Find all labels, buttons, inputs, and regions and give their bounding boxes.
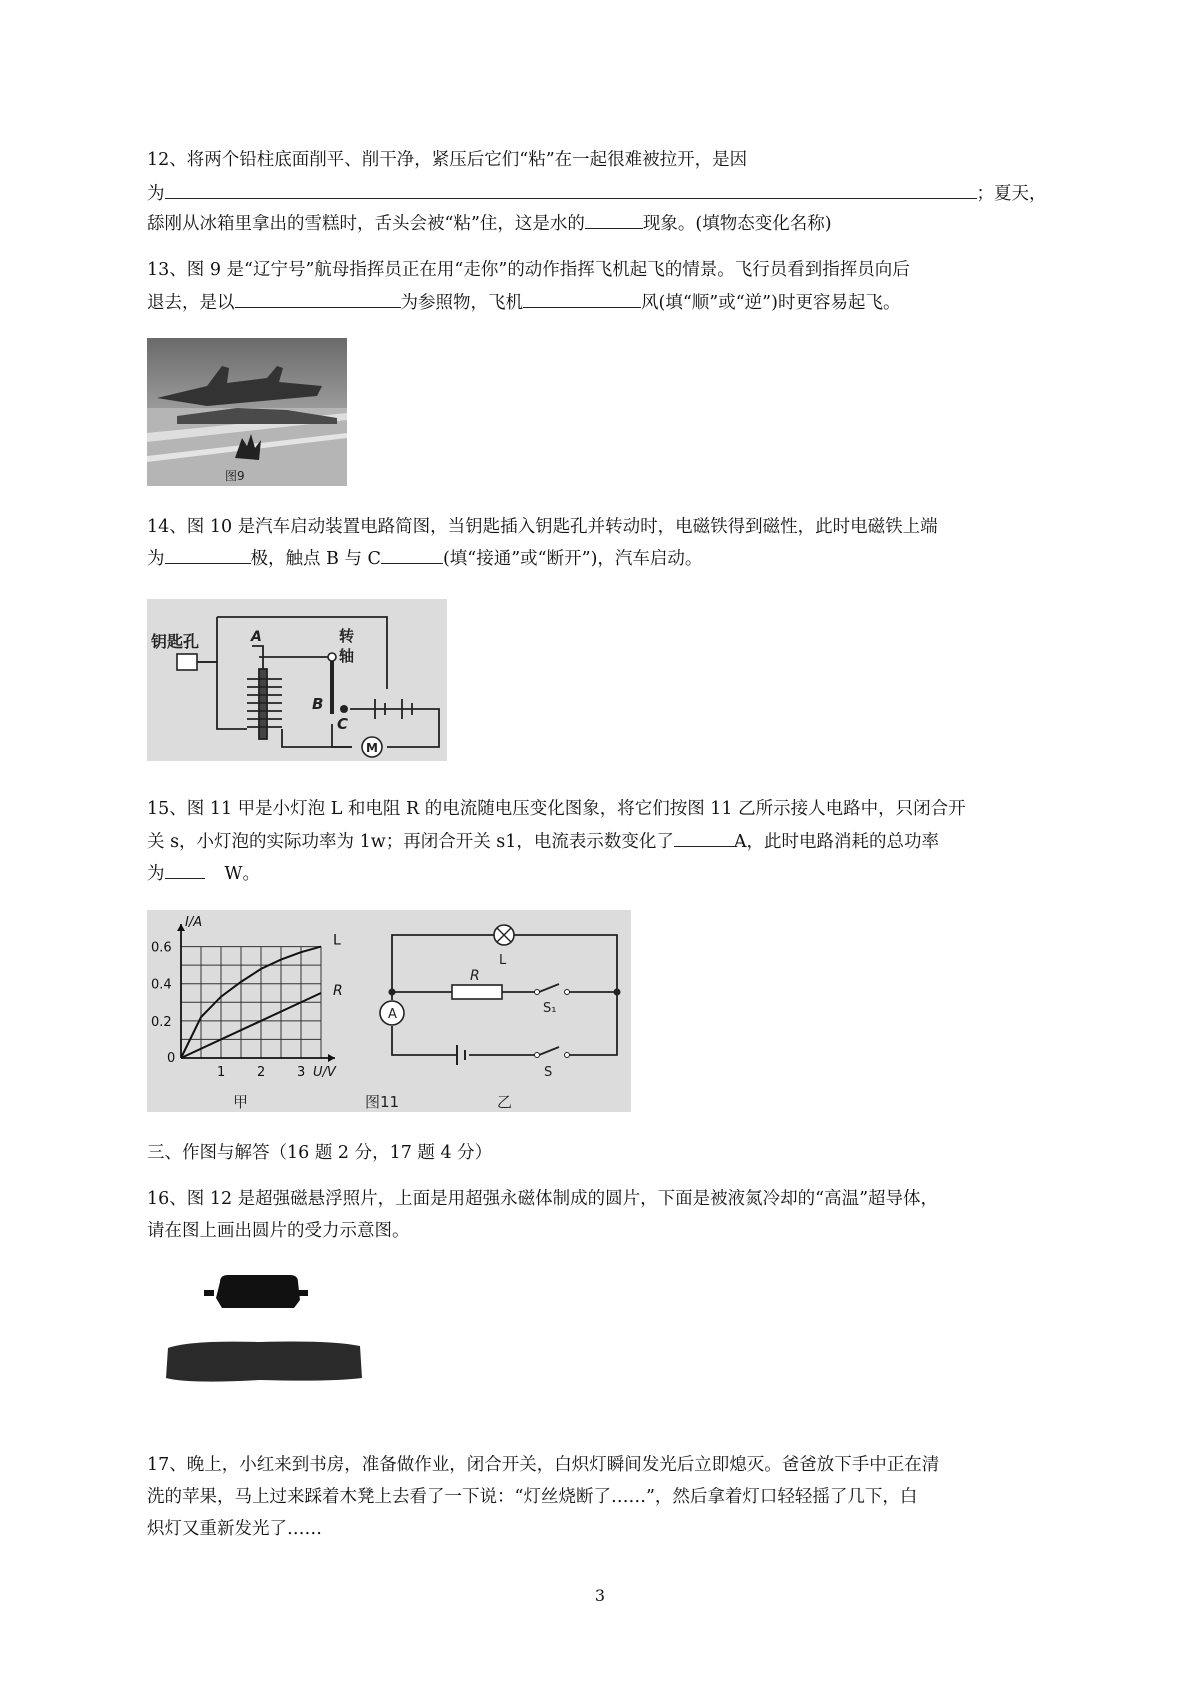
q17-line3: 炽灯又重新发光了……	[147, 1519, 322, 1539]
q12-blank-2[interactable]	[585, 210, 643, 229]
q15-line2-a: 关 s，小灯泡的实际功率为 1w；再闭合开关 s1，电流表示数变化了	[147, 832, 674, 852]
y-tick-label: 0.2	[151, 1014, 172, 1030]
fig11-switch-s1-label: S₁	[543, 1001, 557, 1016]
q15-line3-b: W。	[224, 864, 260, 884]
q13-line2	[147, 289, 900, 316]
fig10-axis-label-1: 转	[339, 627, 355, 645]
q15-line3-a: 为	[147, 864, 165, 884]
fig11-ammeter-label: A	[388, 1007, 397, 1022]
fig11-resistor-label: R	[470, 968, 480, 984]
fig11-switch-s-label: S	[544, 1065, 553, 1080]
x-tick-label: 2	[257, 1065, 266, 1080]
x-axis-arrow	[328, 1054, 335, 1062]
q14-line2-a: 为	[147, 549, 165, 569]
fig11-caption: 图11	[365, 1093, 400, 1111]
q16-line2: 请在图上画出圆片的受力示意图。	[147, 1221, 410, 1241]
section-3-title: 三、作图与解答（16 题 2 分，17 题 4 分）	[147, 1143, 493, 1163]
figure-9-label: 图9	[225, 469, 245, 483]
fig12-magnet-disc	[216, 1275, 300, 1308]
series-L-label: L	[333, 932, 341, 949]
q12-line2-end: ；夏天，	[976, 184, 1047, 204]
q16-line1: 16、图 12 是超强磁悬浮照片，上面是用超强永磁体制成的圆片，下面是被液氮冷却的“高温”超导体，	[147, 1189, 939, 1209]
x-tick-label: 0	[167, 1051, 176, 1066]
fig10-keyhole-label: 钥匙孔	[151, 632, 200, 651]
y-axis-arrow	[177, 924, 185, 931]
q15-blank-2[interactable]	[165, 860, 205, 879]
y-tick-label: 0.6	[151, 940, 172, 956]
q13-blank-2[interactable]	[523, 289, 641, 308]
fig11-jia-label: 甲	[233, 1093, 249, 1111]
fig11-lamp-label: L	[499, 953, 507, 968]
q12-line1: 12、将两个铅柱底面削平、削干净，紧压后它们“粘”在一起很难被拉开，是因	[147, 150, 748, 170]
q13-line2-a: 退去，是以	[147, 293, 235, 313]
q14-blank-2[interactable]	[381, 545, 443, 564]
q15-line2	[147, 828, 939, 855]
figure-10-circuit	[147, 599, 447, 761]
q14-line2	[147, 545, 702, 572]
figure-11	[147, 910, 631, 1112]
q12-line3-a: 舔刚从冰箱里拿出的雪糕时，舌头会被“粘”住，这是水的	[147, 214, 585, 234]
x-tick-label: 1	[217, 1065, 226, 1080]
x-axis-label: U/V	[313, 1065, 336, 1080]
page-number: 3	[594, 1586, 606, 1605]
y-tick-label: 0.4	[151, 977, 172, 993]
figure-9-photo	[147, 338, 347, 486]
y-axis-label: I/A	[185, 915, 203, 930]
x-tick-label: 3	[297, 1065, 306, 1080]
figure-12-photo[interactable]	[160, 1270, 370, 1410]
q13-blank-1[interactable]	[235, 289, 401, 308]
fig10-label-b: B	[312, 695, 324, 713]
q13-line2-c: 风(填“顺”或“逆”)时更容易起飞。	[641, 293, 901, 313]
fig10-label-a: A	[251, 629, 262, 645]
fig12-superconductor	[166, 1342, 362, 1382]
fig11-graph	[151, 915, 343, 1080]
q14-line2-c: (填“接通”或“断开”)，汽车启动。	[442, 549, 703, 569]
q12-line3-b: 现象。(填物态变化名称)	[642, 214, 832, 234]
q13-line2-b: 为参照物，飞机	[400, 293, 523, 313]
q14-line2-b: 极，触点 B 与 C	[250, 549, 381, 569]
q15-blank-1[interactable]	[674, 828, 734, 847]
q12-line2	[147, 180, 1047, 207]
q14-line1: 14、图 10 是汽车启动装置电路简图，当钥匙插入钥匙孔并转动时，电磁铁得到磁性，此时电磁铁上端	[147, 517, 938, 537]
q15-line2-b: A，此时电路消耗的总功率	[733, 832, 940, 852]
q12-blank-1[interactable]	[165, 180, 977, 199]
q17-line1: 17、晚上，小红来到书房，准备做作业，闭合开关，白炽灯瞬间发光后立即熄灭。爸爸放下手中正在清	[147, 1455, 940, 1475]
q15-line1: 15、图 11 甲是小灯泡 L 和电阻 R 的电流随电压变化图象，将它们按图 11 乙所示接人电路中，只闭合开	[147, 799, 966, 819]
fig11-yi-label: 乙	[497, 1093, 513, 1111]
fig10-axis-label-2: 轴	[339, 647, 355, 665]
q13-line1: 13、图 9 是“辽宁号”航母指挥员正在用“走你”的动作指挥飞机起飞的情景。飞行员看到指挥员向后	[147, 260, 910, 280]
q15-line3	[147, 860, 260, 887]
q17-line2: 洗的苹果，马上过来踩着木凳上去看了一下说：“灯丝烧断了……”，然后拿着灯口轻轻摇了几下，白	[147, 1487, 918, 1507]
series-R-label: R	[333, 983, 343, 999]
q12-line3	[147, 210, 832, 237]
fig10-motor-label: M	[366, 741, 378, 755]
q14-blank-1[interactable]	[165, 545, 251, 564]
q12-line2-start: 为	[147, 184, 165, 204]
fig10-label-c: C	[337, 715, 349, 733]
